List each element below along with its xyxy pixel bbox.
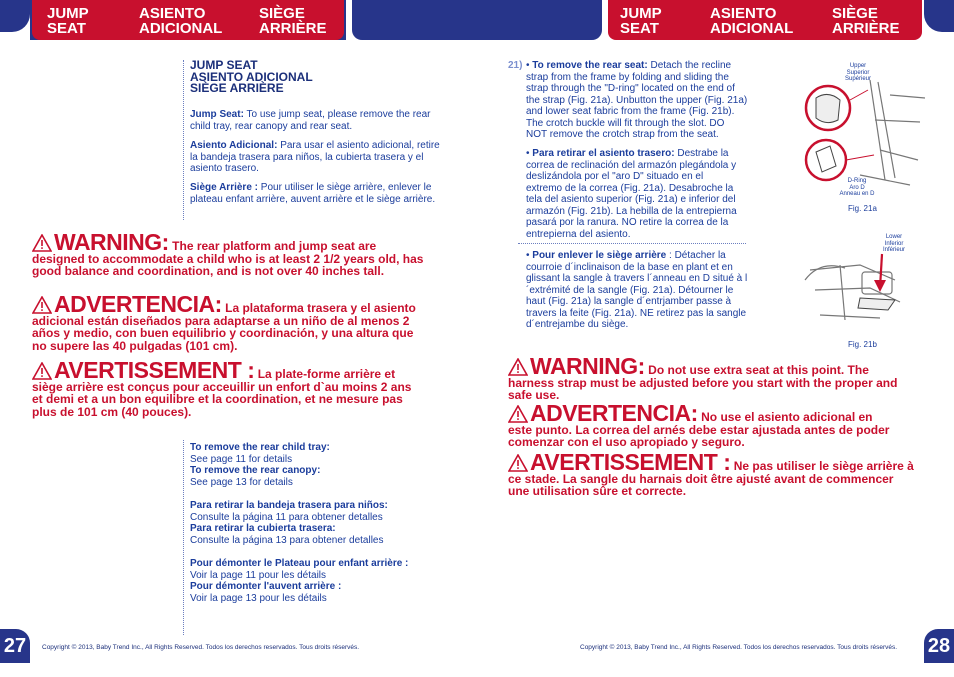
copyright-right: Copyright © 2013, Baby Trend Inc., All Rights Reserved. Todos los derechos reservados. Tous droits réservés.	[580, 644, 898, 651]
ref-title: Para retirar la bandeja trasera para niños:	[190, 500, 388, 511]
divider-vertical	[183, 60, 184, 220]
header-tab-right	[608, 0, 922, 40]
warning-text: No use el asiento adicional en este punto. La correa del arnés debe estar ajustada antes de poder comenzar con el uso apropiado y seguro.	[508, 410, 890, 450]
step-label: Para retirar el asiento trasero:	[532, 148, 675, 159]
intro-es	[190, 140, 448, 175]
warning-triangle-icon	[32, 296, 52, 314]
warning-text: La plate-forme arrière et siège arrière est conçus pour acceuillir un enfort d`au moins 2 ans et demi et a un bon equilibre et la coordination, et ne mesure pas plus de 101 cm (40 pouces).	[32, 367, 412, 419]
tab-asiento: ASIENTO	[710, 5, 777, 22]
label-dring-es: Aro D	[849, 184, 865, 191]
title-fr: SIÈGE ARRIÈRE	[190, 81, 284, 95]
label-dring-fr: Anneau en D	[839, 191, 875, 197]
warning-word: WARNING:	[54, 229, 169, 255]
ref-title: To remove the rear canopy:	[190, 465, 321, 476]
warning-text: La plataforma trasera y el asiento adicional están diseñados para adaptarse a un niño de al menos 2 años y medio, con buen equilibrio y coordinación, y una altura que no supere las 40 pulgadas (101 cm).	[32, 301, 416, 353]
tab-seat: SEAT	[620, 20, 659, 37]
ref-text: See page 11 for details	[190, 453, 293, 465]
intro-label: Asiento Adicional:	[190, 140, 278, 151]
header-bar-middle	[352, 0, 602, 40]
warning-text: The rear platform and jump seat are designed to accommodate a child who is at least 2 1/2 years old, has good balance and coordination, and is not over 40 inches tall.	[32, 239, 424, 279]
intro-text: Pour utiliser le siège arrière, enlever le plateau enfant arrière, auvent arrière et le siège arrière.	[190, 182, 436, 205]
step-en: • To remove the rear seat: Detach the recline strap from the frame by folding and sliding the strap through the "D-ring" located on the end of the strap (Fig. 21a). Unbutton the upper (Fig. 21a) and lower seat fabric from the frame (Fig. 21b). The crotch buckle will fit through the slot. DO NOT remove the crotch strap from the seat.	[526, 60, 748, 140]
intro-fr	[190, 182, 448, 205]
ref-text: Voir la page 13 pour les détails	[190, 592, 327, 604]
tab-adicional: ADICIONAL	[710, 20, 794, 37]
step-label: To remove the rear seat:	[532, 60, 648, 71]
fig-21b-caption: Fig. 21b	[848, 340, 877, 349]
warning-en	[32, 229, 424, 279]
ref-title: To remove the rear child tray:	[190, 442, 330, 453]
label-lower	[876, 234, 912, 254]
intro-text: To use jump seat, please remove the rear child tray, rear canopy and rear seat.	[190, 109, 431, 132]
warning-text: Do not use extra seat at this point. The harness strap must be adjusted before you start with the proper and safe use.	[508, 363, 898, 403]
references	[190, 442, 430, 604]
divider-vertical	[183, 440, 184, 635]
warning-triangle-icon	[508, 454, 528, 472]
warning-triangle-icon	[508, 358, 528, 376]
header-tab-left	[32, 0, 344, 40]
warning-en	[508, 353, 900, 403]
warning-word: ADVERTENCIA:	[530, 400, 698, 426]
tab-adicional: ADICIONAL	[139, 20, 223, 37]
copyright-left: Copyright © 2013, Baby Trend Inc., All Rights Reserved. Todos los derechos reservados. Tous droits réservés.	[42, 644, 360, 651]
tab-seat: SEAT	[47, 20, 86, 37]
title-en: JUMP SEAT	[190, 58, 258, 72]
warning-triangle-icon	[32, 234, 52, 252]
section-title	[190, 60, 313, 95]
ref-text: Consulte la página 13 para obtener detalles	[190, 534, 384, 546]
warning-word: AVERTISSEMENT :	[530, 449, 731, 475]
warning-triangle-icon	[508, 405, 528, 423]
ref-text: See page 13 for details	[190, 476, 293, 488]
label-lower-fr: Inférieur	[882, 247, 905, 253]
intro-label: Siège Arrière :	[190, 182, 258, 193]
figure-21b-illustration	[800, 240, 930, 340]
intro-text: Para usar el asiento adicional, retire la bandeja trasera para niños, la cubierta trasera y el asiento trasero.	[190, 140, 440, 174]
fig-21a-caption: Fig. 21a	[848, 204, 877, 213]
tab-asiento: ASIENTO	[139, 5, 206, 22]
tab-arriere: ARRIÈRE	[832, 20, 900, 37]
label-upper-es: Superior	[846, 69, 870, 76]
intro-label: Jump Seat:	[190, 109, 244, 120]
tab-jump: JUMP	[47, 5, 89, 22]
warning-text: Ne pas utiliser le siège arrière à ce stade. La sangle du harnais doit être ajusté avant de commencer une utilisation sûre et correcte.	[508, 459, 914, 499]
label-upper-en: Upper	[849, 63, 867, 69]
ref-title: Para retirar la cubierta trasera:	[190, 523, 336, 534]
label-upper	[838, 63, 878, 83]
step-text: Destrabe la correa de reclinación del armazón plegándola y deslizándola por el "aro D" situado en el extremo de la correa (Fig. 21a). Desabroche la tela del asiento superior (Fig. 21a) e inferior del armazón (Fig. 21b). La hebilla de la entrepierna pasará por la ranura. NO retire la correa de la entrepierna del asiento.	[526, 148, 737, 240]
step-fr: • Pour enlever le siège arrière : Détacher la courroie d´inclinaison de la base en plant et en glissant la sangle à travers l´anneau en D situé à l´extrémité de la sangle (Fig. 21a). Détourner le haut (Fig. 21a) la sangle d´entrjamber passe à travers la feite (Fig. 21a). NE retirez pas la sangle d´entrejambe du siège.	[526, 250, 748, 330]
warning-word: ADVERTENCIA:	[54, 291, 222, 317]
warning-triangle-icon	[32, 362, 52, 380]
ref-title: Pour démonter l'auvent arrière :	[190, 581, 342, 592]
page-number-right: 28	[924, 629, 954, 663]
warning-es	[32, 291, 430, 353]
tab-jump: JUMP	[620, 5, 662, 22]
tab-arriere: ARRIÈRE	[259, 20, 327, 37]
label-dring	[834, 178, 880, 198]
ref-title: Pour démonter le Plateau pour enfant arrière :	[190, 558, 409, 569]
header-corner-right	[924, 0, 954, 32]
step-number: 21)	[508, 60, 523, 71]
warning-word: AVERTISSEMENT :	[54, 357, 255, 383]
title-es: ASIENTO ADICIONAL	[190, 69, 313, 84]
ref-text: Consulte la página 11 para obtener detalles	[190, 511, 383, 523]
label-lower-es: Inferior	[884, 240, 904, 247]
label-upper-fr: Supérieur	[844, 76, 871, 82]
header-corner-left	[0, 0, 30, 32]
step-es: • Para retirar el asiento trasero: Destrabe la correa de reclinación del armazón plegándola y deslizándola por el "aro D" situado en el extremo de la correa (Fig. 21a). Desabroche la tela del asiento superior (Fig. 21a) e inferior del armazón (Fig. 21b). La hebilla de la entrepierna pasará por la ranura. NO retire la correa de la entrepierna del asiento.	[526, 148, 737, 240]
step-text: : Détacher la courroie d´inclinaison de la base en plant et en glissant la sangle à travers l´anneau en D situé à l´extrémité de la sangle (Fig. 21a). Détourner le haut (Fig. 21a) la sangle d´entrjamber passe à travers la feite (Fig. 21a). NE retirez pas la sangle d´entrejambe du siège.	[526, 250, 748, 330]
warning-fr	[508, 449, 918, 499]
step-label: Pour enlever le siège arrière	[532, 250, 667, 261]
warning-fr	[32, 357, 424, 419]
intro-en	[190, 109, 448, 132]
label-dring-en: D-Ring	[847, 178, 867, 184]
divider-horizontal	[518, 243, 746, 244]
tab-siege: SIÈGE	[259, 5, 305, 22]
label-lower-en: Lower	[885, 234, 903, 240]
warning-es	[508, 400, 898, 450]
warning-word: WARNING:	[530, 353, 645, 379]
page-number-left: 27	[0, 629, 30, 663]
tab-siege: SIÈGE	[832, 5, 878, 22]
step-text: Detach the recline strap from the frame by folding and sliding the strap through the "D-ring" located on the end of the strap (Fig. 21a). Unbutton the upper (Fig. 21a) and lower seat fabric from the frame (Fig. 21b). The crotch buckle will fit through the slot. DO NOT remove the crotch strap from the seat.	[526, 60, 748, 140]
ref-text: Voir la page 11 pour les détails	[190, 569, 327, 581]
